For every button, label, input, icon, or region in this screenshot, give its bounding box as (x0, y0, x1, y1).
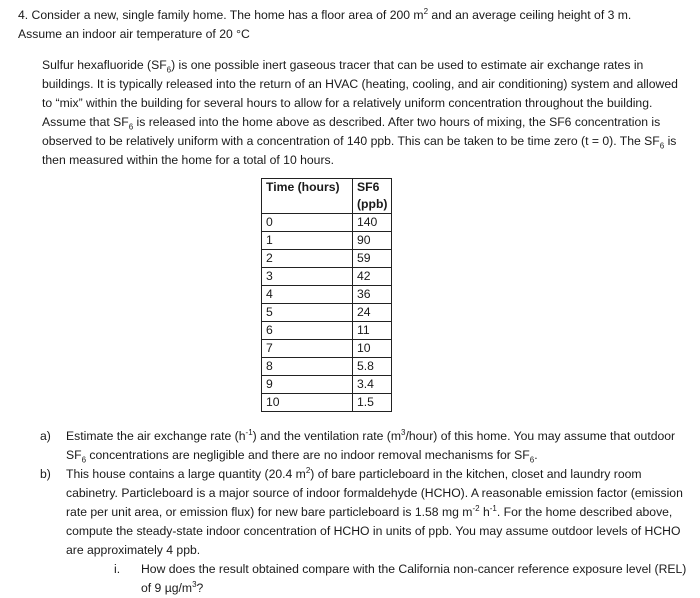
question-b-i-text: How does the result obtained compare with the California non-cancer reference exposure level (REL) of 9 $\mu g/m^3$? (141, 562, 687, 595)
question-b-i (114, 560, 690, 598)
cell-time: 8 (262, 358, 353, 376)
tracer-paragraph: Sulfur hexafluoride $(SF_6)$ is one possible inert gaseous tracer that can be used to estimate air exchange rates in buildings. It is typically released into the return of an HVAC (heating, cooling, and air conditioning) system and allowed to “mix” within the building for several hours to allow for a relatively uniform concentration throughout the building. Assume that $SF_6$ is released into the home above as described. After two hours of mixing, the SF6 concentration is observed to be relatively uniform with a concentration of 140 ppb. This can be taken to be time zero (t = 0). The $SF_6$ is then measured within the home for a total of 10 hours. (42, 58, 678, 167)
cell-time: 3 (262, 268, 353, 286)
table-header-row (262, 179, 392, 214)
table-row (262, 322, 392, 340)
table-row (262, 394, 392, 412)
cell-sf6: 24 (353, 304, 392, 322)
table-row (262, 376, 392, 394)
cell-sf6: 36 (353, 286, 392, 304)
cell-sf6: 140 (353, 214, 392, 232)
table-row (262, 340, 392, 358)
table-row (262, 286, 392, 304)
question-b-i-label: i. (114, 562, 121, 576)
question-a (40, 427, 690, 465)
table-row (262, 304, 392, 322)
sf6-data-table (261, 178, 392, 412)
table-row (262, 250, 392, 268)
cell-sf6: 59 (353, 250, 392, 268)
cell-sf6: 42 (353, 268, 392, 286)
table-row (262, 214, 392, 232)
question-b-text: This house contains a large quantity (20.4 $m^2$) of bare particleboard in the kitchen, closet and laundry room cabinetry. Particleboard is a major source of indoor formaldehyde (HCHO). A reasonable emission factor (emission rate per unit area, or emission flux) for new bare particleboard is 1.58 mg $m^{-2}$ $h^{-1}$. For the home described above, compute the steady-state indoor concentration of HCHO in units of ppb. You may assume outdoor levels of HCHO are approximately 4 ppb. (66, 465, 683, 557)
cell-sf6: 11 (353, 322, 392, 340)
cell-time: 2 (262, 250, 353, 268)
cell-time: 7 (262, 340, 353, 358)
question-b-label: b) (40, 467, 51, 481)
questions (40, 427, 690, 598)
cell-sf6: 90 (353, 232, 392, 250)
table-row (262, 358, 392, 376)
cell-time: 10 (262, 394, 353, 412)
cell-time: 4 (262, 286, 353, 304)
table-row (262, 268, 392, 286)
cell-time: 9 (262, 376, 353, 394)
cell-time: 0 (262, 214, 353, 232)
cell-sf6: 1.5 (353, 394, 392, 412)
cell-time: 5 (262, 304, 353, 322)
cell-sf6: 3.4 (353, 376, 392, 394)
table-row (262, 232, 392, 250)
cell-sf6: 10 (353, 340, 392, 358)
sf6-data-table-wrap (261, 178, 392, 412)
cell-time: 1 (262, 232, 353, 250)
problem-intro (18, 6, 688, 44)
cell-time: 6 (262, 322, 353, 340)
question-a-label: a) (40, 429, 51, 443)
question-b (40, 465, 690, 560)
header-time: Time (hours) (262, 179, 353, 214)
header-sf6: SF6 (ppb) (353, 179, 392, 214)
intro-line-2: Assume an indoor air temperature of 20 °C (18, 27, 250, 41)
question-a-text: Estimate the air exchange rate $(h^{-1})$ and the ventilation rate $(m^3/hour)$ of this home. You may assume that outdoor $SF_6$ concentrations are negligible and there are no indoor removal mechanisms for $SF_6$. (66, 427, 676, 465)
cell-sf6: 5.8 (353, 358, 392, 376)
intro-line-1: 4. Consider a new, single family home. The home has a floor area of 200 $m^2$ and an average ceiling height of 3 m. (18, 6, 632, 22)
